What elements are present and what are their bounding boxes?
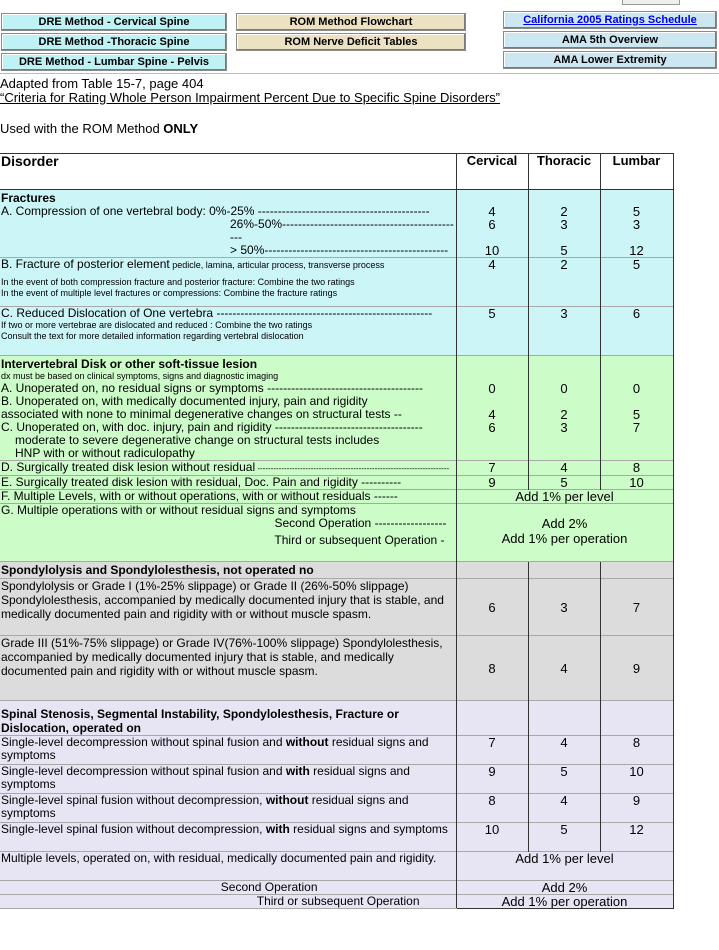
row-label: A. Unoperated on, no residual signs or symptoms ---------------------------------------: [1, 381, 423, 395]
row-label-bold: with: [265, 822, 290, 836]
table-row: [0, 218, 673, 244]
table-row: [0, 765, 673, 794]
row-label: [0, 258, 456, 307]
cell-thoracic: 3: [528, 421, 600, 461]
row-label: [0, 765, 456, 794]
cell-lumbar: 6: [600, 307, 673, 356]
table-source: Adapted from Table 15-7, page 404: [0, 76, 204, 91]
cell-lumbar: 7: [600, 579, 673, 636]
cell-cervical: 10: [456, 823, 528, 852]
cell-lumbar: 10: [600, 476, 673, 490]
row-label: Multiple levels, operated on, with residual, medically documented pain and rigidity.: [0, 852, 456, 881]
row-label: Third or subsequent Operation: [0, 895, 456, 909]
cell-all-regions: Add 2%: [456, 881, 673, 895]
row-label-line: moderate to severe degenerative change on structural tests includes: [15, 433, 380, 447]
cell-thoracic: 4: [528, 794, 600, 823]
row-label-text: residual signs and symptoms: [1, 764, 410, 791]
ama-lower-button[interactable]: [503, 51, 717, 69]
rom-flowchart-button[interactable]: [236, 13, 466, 31]
row-label-text: Single-level spinal fusion without decompression,: [1, 793, 266, 807]
cell-all-regions: Add 1% per level: [456, 490, 673, 504]
row-label-text: D. Surgically treated disk lesion without residual: [1, 460, 256, 474]
row-label-line: Third or subsequent Operation -: [274, 533, 445, 547]
cell-thoracic: 0: [528, 382, 600, 395]
rom-nerve-label: ROM Nerve Deficit Tables: [284, 36, 418, 48]
dre-cervical-button[interactable]: [1, 13, 227, 31]
row-label: Second Operation: [0, 881, 456, 895]
section-title: Spinal Stenosis, Segmental Instability, Spondylolesthesis, Fracture or Dislocation, operated on: [0, 701, 456, 736]
dre-lumbar-label: DRE Method - Lumbar Spine - Pelvis: [18, 56, 210, 68]
cell-cervical: 10: [456, 244, 528, 258]
cell-cervical: 6: [456, 579, 528, 636]
cell-thoracic: 4: [528, 461, 600, 476]
header-lumbar: Lumbar: [600, 154, 673, 190]
cell-thoracic: 4: [528, 636, 600, 701]
row-label-bold: without: [265, 793, 309, 807]
row-label: [0, 823, 456, 852]
cell-all-regions: Add 1% per level: [456, 852, 673, 881]
cell-cervical: 5: [456, 307, 528, 356]
table-row: [0, 852, 673, 881]
cell-cervical: 8: [456, 794, 528, 823]
method-note: [0, 121, 198, 136]
table-row: [0, 881, 673, 895]
row-label-line: G. Multiple operations with or without residual signs and symptoms: [1, 503, 356, 517]
california-schedule-button[interactable]: [503, 11, 717, 29]
section-stenosis: [0, 701, 673, 736]
row-label-text: residual signs and symptoms: [1, 735, 429, 762]
table-title: “Criteria for Rating Whole Person Impairment Percent Due to Specific Spine Disorders”: [0, 90, 500, 105]
table-row: [0, 895, 673, 909]
row-label-text: residual signs and symptoms: [1, 793, 409, 820]
row-label: [0, 504, 456, 562]
cell-thoracic: 3: [528, 307, 600, 356]
row-label-text: C. Reduced Dislocation of One vertebra ------------------------------------------------------: [1, 306, 433, 320]
section-fractures: [0, 190, 673, 206]
row-label-text: Single-level decompression without spinal fusion and: [1, 764, 286, 778]
row-label: Spondylolysis or Grade I (1%-25% slippage) or Grade II (26%-50% slippage) Spondylolesthesis, accompanied by medically documented injury that is stable, and medically documented pain and rigidity with or without muscle spasm.: [0, 579, 456, 636]
row-label: E. Surgically treated disk lesion with residual, Doc. Pain and rigidity ----------: [0, 476, 456, 490]
table-row: [0, 461, 673, 476]
section-spondy: [0, 562, 673, 579]
row-label: F. Multiple Levels, with or without operations, with or without residuals ------: [0, 490, 456, 504]
cell-thoracic: 5: [528, 765, 600, 794]
row-note: Consult the text for more detailed information regarding vertebral dislocation: [1, 331, 304, 341]
section-title: Fractures: [1, 191, 56, 205]
dre-thoracic-button[interactable]: [1, 33, 227, 51]
impairment-table: [0, 153, 674, 909]
section-title: [0, 356, 456, 383]
header-thoracic: Thoracic: [528, 154, 600, 190]
table-row: [0, 307, 673, 356]
row-label-text: Single-level spinal fusion without decompression,: [1, 822, 266, 836]
table-row: [0, 794, 673, 823]
cell-all-regions: Add 1% per operation: [456, 895, 673, 909]
cell-thoracic: 5: [528, 244, 600, 258]
section-title-text: Intervertebral Disk or other soft-tissue lesion: [1, 357, 258, 371]
table-row: [0, 736, 673, 765]
section-disk: [0, 356, 673, 383]
row-label-bold: with: [285, 764, 310, 778]
table-row: [0, 395, 673, 421]
row-label: [0, 794, 456, 823]
row-label: Grade III (51%-75% slippage) or Grade IV(76%-100% slippage) Spondylolesthesis, accompanied by medically documented injury that is stable, and medically documented pain and rigidity with or without muscle spasm.: [0, 636, 456, 701]
section-title: Spondylolysis and Spondylolesthesis, not operated no: [0, 562, 456, 579]
dre-thoracic-label: DRE Method -Thoracic Spine: [38, 36, 190, 48]
table-row: [0, 258, 673, 307]
cell-cervical: 6: [456, 218, 528, 244]
table-row: [0, 490, 673, 504]
cell-second-op: Add 2%: [541, 516, 588, 531]
table-row: [0, 636, 673, 701]
header-disorder: Disorder: [0, 154, 456, 190]
method-note-bold: ONLY: [163, 121, 199, 136]
cell-thoracic: 2: [528, 205, 600, 218]
cell-cervical: 4: [456, 205, 528, 218]
rom-nerve-button[interactable]: [236, 33, 466, 51]
row-label-line: Second Operation ------------------: [274, 516, 447, 530]
row-label-line: B. Unoperated on, with medically documented injury, pain and rigidity: [1, 394, 368, 408]
table-row: [0, 579, 673, 636]
cell-lumbar: 12: [600, 823, 673, 852]
table-row: [0, 244, 673, 258]
row-label: 26%-50%----------------------------------------------: [230, 217, 454, 244]
cell-cervical: 9: [456, 476, 528, 490]
row-label: A. Compression of one vertebral body: 0%-25% -------------------------------------------: [1, 204, 430, 218]
cell-cervical: 8: [456, 636, 528, 701]
cell-thoracic: 5: [528, 476, 600, 490]
cell-lumbar: 7: [600, 421, 673, 461]
cell-lumbar: 9: [600, 794, 673, 823]
cell-cervical: 4: [456, 258, 528, 307]
row-label-text: B. Fracture of posterior element: [1, 257, 170, 271]
cell-cervical: 7: [456, 736, 528, 765]
table-row: [0, 504, 673, 562]
row-label-text: Single-level decompression without spinal fusion and: [1, 735, 286, 749]
divider: [0, 73, 719, 74]
california-schedule-link[interactable]: California 2005 Ratings Schedule: [523, 14, 697, 26]
table-row: [0, 476, 673, 490]
cell-lumbar: 8: [600, 461, 673, 476]
cell-thoracic: 2: [528, 258, 600, 307]
ama-5th-button[interactable]: [503, 31, 717, 49]
cell-lumbar: 8: [600, 736, 673, 765]
row-label-small: pedicle, lamina, articular process, transverse process: [169, 260, 385, 270]
cell-thoracic: 2: [528, 395, 600, 421]
cell-lumbar: 0: [600, 382, 673, 395]
cell-thoracic: 3: [528, 579, 600, 636]
cell-lumbar: 10: [600, 765, 673, 794]
row-note: If two or more vertebrae are dislocated and reduced : Combine the two ratings: [1, 320, 313, 330]
table-row: [0, 823, 673, 852]
table-row: [0, 421, 673, 461]
cell-third-op: Add 1% per operation: [501, 531, 628, 546]
row-label-line: C. Unoperated on, with doc. injury, pain and rigidity -------------------------------------: [1, 420, 423, 434]
row-label: [0, 421, 456, 461]
section-subtitle: dx must be based on clinical symptoms, signs and diagnostic imaging: [1, 371, 279, 381]
cell-lumbar: 5: [600, 258, 673, 307]
row-label: [0, 307, 456, 356]
ama-5th-label: AMA 5th Overview: [561, 34, 659, 46]
cell-lumbar: 3: [600, 218, 673, 244]
cell-lumbar: 5: [600, 395, 673, 421]
cell-thoracic: 5: [528, 823, 600, 852]
row-label: > 50%----------------------------------------------: [230, 243, 449, 257]
row-note: In the event of multiple level fractures or compressions: Combine the fracture ratings: [1, 288, 338, 298]
cell-lumbar: 12: [600, 244, 673, 258]
cell-lumbar: 5: [600, 205, 673, 218]
ama-lower-label: AMA Lower Extremity: [553, 54, 667, 66]
row-label-line: HNP with or without radiculopathy: [15, 446, 195, 460]
cell-cervical: 7: [456, 461, 528, 476]
row-label: [0, 395, 456, 421]
cell-thoracic: 3: [528, 218, 600, 244]
rom-flowchart-label: ROM Method Flowchart: [289, 16, 413, 28]
cell-cervical: 4: [456, 395, 528, 421]
cell-cervical: 6: [456, 421, 528, 461]
top-edge-control: [622, 0, 680, 5]
method-note-text: Used with the ROM Method: [0, 121, 164, 136]
cell-cervical: 0: [456, 382, 528, 395]
row-label: [0, 736, 456, 765]
dre-cervical-label: DRE Method - Cervical Spine: [38, 16, 190, 28]
dre-lumbar-button[interactable]: [1, 53, 227, 71]
cell-thoracic: 4: [528, 736, 600, 765]
row-label-line: associated with none to minimal degenerative changes on structural tests --: [1, 407, 402, 421]
row-note: In the event of both compression fracture and posterior fracture: Combine the two ratings: [1, 277, 355, 287]
row-label-text: residual signs and symptoms: [289, 822, 448, 836]
row-label-bold: without: [285, 735, 329, 749]
cell-lumbar: 9: [600, 636, 673, 701]
header-cervical: Cervical: [456, 154, 528, 190]
row-label: D. Surgically treated disk lesion without residual ------------------------------------------------------------------------: [0, 461, 456, 476]
cell-cervical: 9: [456, 765, 528, 794]
header-row: [0, 154, 673, 190]
cell-all-regions: [456, 504, 673, 562]
